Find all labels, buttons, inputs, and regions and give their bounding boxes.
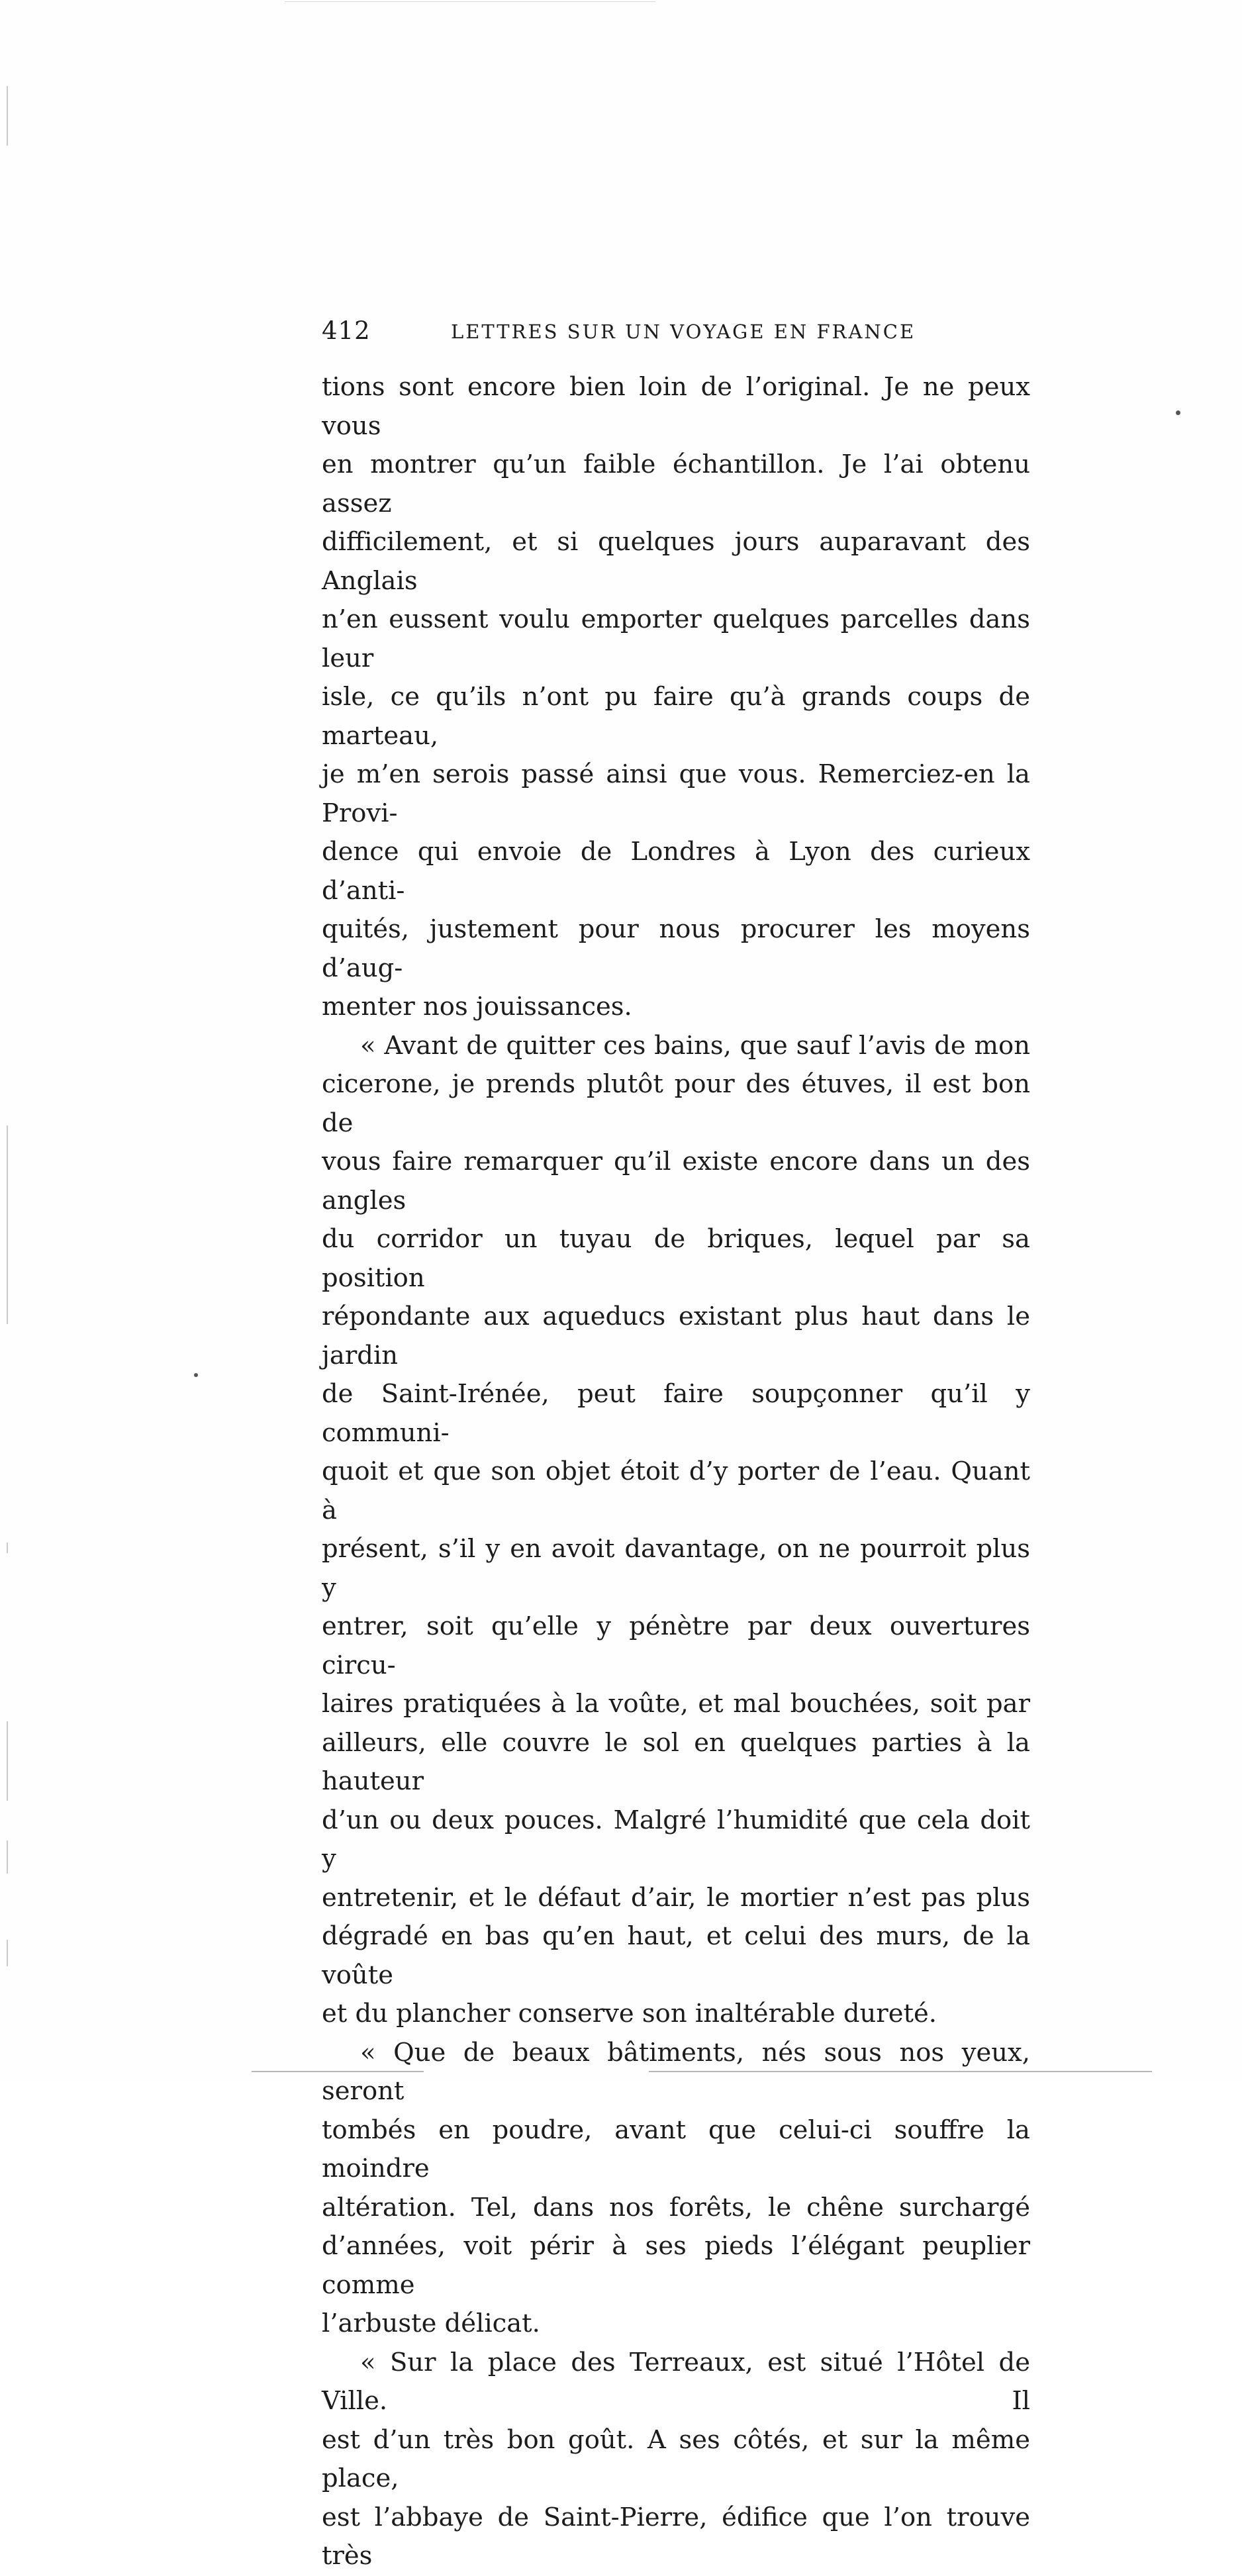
text-line: ailleurs, elle couvre le sol en quelques parties à la hauteur: [322, 1727, 1030, 1796]
text-line: quoit et que son objet étoit d’y porter de l’eau. Quant à: [322, 1456, 1030, 1525]
running-head: [322, 316, 1030, 350]
text-line: répondante aux aqueducs existant plus haut dans le jardin: [322, 1302, 1030, 1370]
text-line: isle, ce qu’ils n’ont pu faire qu’à grands coups de marteau,: [322, 682, 1030, 751]
page-number: 412: [322, 316, 371, 345]
text-line: est d’un très bon goût. A ses côtés, et sur la même place,: [322, 2424, 1030, 2493]
text-line: altération. Tel, dans nos forêts, le chêne surchargé: [322, 2192, 1030, 2222]
edge-mark: [7, 1840, 8, 1874]
ink-speck: [194, 1373, 198, 1377]
text-line: l’arbuste délicat.: [322, 2309, 540, 2338]
bottom-edge-rule: [252, 2071, 424, 2072]
text-line: entrer, soit qu’elle y pénètre par deux ouvertures circu-: [322, 1611, 1030, 1680]
edge-mark: [7, 1543, 8, 1553]
text-line: du corridor un tuyau de briques, lequel par sa position: [322, 1224, 1030, 1293]
text-line: « Sur la place des Terreaux, est situé l’Hôtel de Ville. Il: [322, 2347, 1030, 2416]
text-line: je m’en serois passé ainsi que vous. Remerciez-en la Provi-: [322, 759, 1030, 828]
text-line: quités, justement pour nous procurer les moyens d’aug-: [322, 914, 1030, 983]
body-text: [322, 368, 1030, 2576]
text-line: d’un ou deux pouces. Malgré l’humidité que cela doit y: [322, 1805, 1030, 1874]
bottom-edge-rule: [649, 2071, 1152, 2072]
ink-speck: [1176, 410, 1180, 415]
text-line: « Avant de quitter ces bains, que sauf l’avis de mon: [360, 1030, 1030, 1061]
text-line: d’années, voit périr à ses pieds l’élégant peuplier comme: [322, 2231, 1030, 2300]
text-line: tombés en poudre, avant que celui-ci souffre la moindre: [322, 2115, 1030, 2183]
text-line: en montrer qu’un faible échantillon. Je l’ai obtenu assez: [322, 450, 1030, 518]
paragraph-1: [322, 368, 1030, 1027]
text-line: présent, s’il y en avoit davantage, on ne pourroit plus y: [322, 1534, 1030, 1603]
text-line: est l’abbaye de Saint-Pierre, édifice que l’on trouve très: [322, 2502, 1030, 2571]
paragraph-3: [322, 2034, 1030, 2344]
text-line: de Saint-Irénée, peut faire soupçonner qu’il y communi-: [322, 1379, 1030, 1448]
edge-mark: [7, 1940, 8, 1966]
edge-mark: [7, 86, 8, 146]
top-edge-rule: [285, 1, 655, 2]
text-line: n’en eussent voulu emporter quelques parcelles dans leur: [322, 604, 1030, 673]
text-line: laires pratiquées à la voûte, et mal bouchées, soit par: [322, 1689, 1030, 1719]
text-line: vous faire remarquer qu’il existe encore dans un des angles: [322, 1147, 1030, 1216]
paragraph-2: [322, 1027, 1030, 2034]
paragraph-4: [322, 2344, 1030, 2576]
text-line: et du plancher conserve son inaltérable dureté.: [322, 1999, 937, 2028]
text-line: entretenir, et le défaut d’air, le mortier n’est pas plus: [322, 1882, 1030, 1913]
text-line: tions sont encore bien loin de l’original. Je ne peux vous: [322, 372, 1030, 441]
text-line: dégradé en bas qu’en haut, et celui des murs, de la voûte: [322, 1921, 1030, 1990]
edge-mark: [7, 1721, 8, 1801]
text-line: difficilement, et si quelques jours auparavant des Anglais: [322, 527, 1030, 596]
text-line: « Que de beaux bâtiments, nés sous nos yeux, seront: [322, 2037, 1030, 2106]
running-title: LETTRES SUR UN VOYAGE EN FRANCE: [451, 320, 916, 343]
text-line: menter nos jouissances.: [322, 992, 632, 1022]
edge-mark: [7, 1125, 8, 1324]
text-line: cicerone, je prends plutôt pour des étuves, il est bon de: [322, 1069, 1030, 1138]
text-line: dence qui envoie de Londres à Lyon des curieux d’anti-: [322, 837, 1030, 906]
